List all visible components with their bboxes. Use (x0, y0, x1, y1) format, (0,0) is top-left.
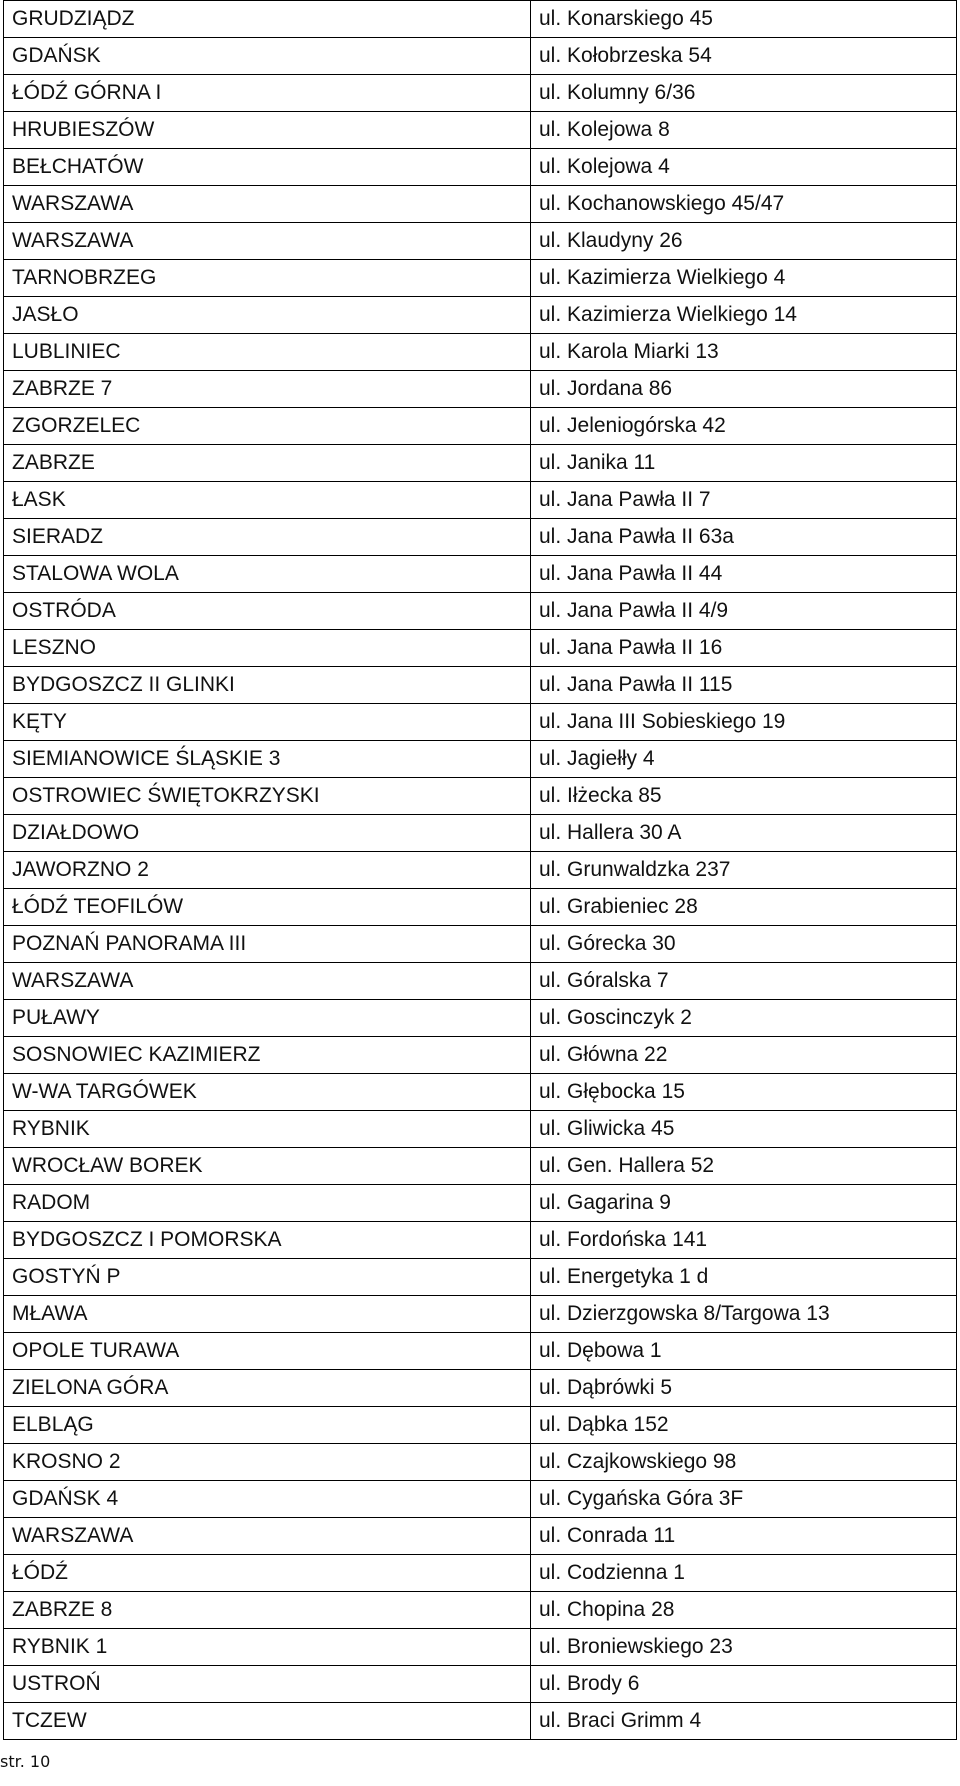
address-cell: ul. Górecka 30 (531, 926, 957, 963)
address-cell: ul. Conrada 11 (531, 1518, 957, 1555)
city-cell: POZNAŃ PANORAMA III (4, 926, 531, 963)
city-cell: WARSZAWA (4, 186, 531, 223)
city-cell: USTROŃ (4, 1666, 531, 1703)
city-cell: W-WA TARGÓWEK (4, 1074, 531, 1111)
city-cell: SOSNOWIEC KAZIMIERZ (4, 1037, 531, 1074)
address-cell: ul. Jana Pawła II 16 (531, 630, 957, 667)
address-cell: ul. Jana III Sobieskiego 19 (531, 704, 957, 741)
table-row (4, 1407, 957, 1444)
table-row (4, 38, 957, 75)
city-cell: GDAŃSK 4 (4, 1481, 531, 1518)
address-cell: ul. Dąbrówki 5 (531, 1370, 957, 1407)
address-cell: ul. Jana Pawła II 44 (531, 556, 957, 593)
address-cell: ul. Główna 22 (531, 1037, 957, 1074)
city-cell: STALOWA WOLA (4, 556, 531, 593)
address-cell: ul. Gen. Hallera 52 (531, 1148, 957, 1185)
address-cell: ul. Kolumny 6/36 (531, 75, 957, 112)
address-cell: ul. Hallera 30 A (531, 815, 957, 852)
table-row (4, 1518, 957, 1555)
table-row (4, 778, 957, 815)
address-cell: ul. Kazimierza Wielkiego 4 (531, 260, 957, 297)
address-cell: ul. Goscinczyk 2 (531, 1000, 957, 1037)
address-cell: ul. Brody 6 (531, 1666, 957, 1703)
table-row (4, 1037, 957, 1074)
address-cell: ul. Klaudyny 26 (531, 223, 957, 260)
table-row (4, 741, 957, 778)
table-row (4, 556, 957, 593)
city-cell: WROCŁAW BOREK (4, 1148, 531, 1185)
city-cell: JAWORZNO 2 (4, 852, 531, 889)
address-cell: ul. Jana Pawła II 63a (531, 519, 957, 556)
address-cell: ul. Gagarina 9 (531, 1185, 957, 1222)
address-cell: ul. Głębocka 15 (531, 1074, 957, 1111)
address-cell: ul. Broniewskiego 23 (531, 1629, 957, 1666)
city-cell: OSTRÓDA (4, 593, 531, 630)
table-row (4, 112, 957, 149)
address-cell: ul. Kołobrzeska 54 (531, 38, 957, 75)
city-cell: GDAŃSK (4, 38, 531, 75)
address-cell: ul. Grunwaldzka 237 (531, 852, 957, 889)
page-number: str. 10 (0, 1752, 51, 1771)
city-cell: SIEMIANOWICE ŚLĄSKIE 3 (4, 741, 531, 778)
address-cell: ul. Energetyka 1 d (531, 1259, 957, 1296)
city-cell: GOSTYŃ P (4, 1259, 531, 1296)
city-cell: OSTROWIEC ŚWIĘTOKRZYSKI (4, 778, 531, 815)
city-cell: ZABRZE 7 (4, 371, 531, 408)
city-cell: MŁAWA (4, 1296, 531, 1333)
city-cell: ŁÓDŹ GÓRNA I (4, 75, 531, 112)
city-cell: OPOLE TURAWA (4, 1333, 531, 1370)
table-row (4, 1555, 957, 1592)
city-cell: RYBNIK (4, 1111, 531, 1148)
address-cell: ul. Karola Miarki 13 (531, 334, 957, 371)
table-row (4, 630, 957, 667)
address-cell: ul. Chopina 28 (531, 1592, 957, 1629)
address-cell: ul. Janika 11 (531, 445, 957, 482)
table-row (4, 1370, 957, 1407)
city-cell: TARNOBRZEG (4, 260, 531, 297)
table-row (4, 852, 957, 889)
address-cell: ul. Jordana 86 (531, 371, 957, 408)
table-row (4, 1259, 957, 1296)
city-cell: ŁASK (4, 482, 531, 519)
city-cell: DZIAŁDOWO (4, 815, 531, 852)
address-cell: ul. Góralska 7 (531, 963, 957, 1000)
city-cell: ZGORZELEC (4, 408, 531, 445)
city-cell: PUŁAWY (4, 1000, 531, 1037)
table-row (4, 815, 957, 852)
city-cell: RADOM (4, 1185, 531, 1222)
table-row (4, 75, 957, 112)
city-cell: ZABRZE (4, 445, 531, 482)
city-cell: BEŁCHATÓW (4, 149, 531, 186)
table-row (4, 149, 957, 186)
address-cell: ul. Jeleniogórska 42 (531, 408, 957, 445)
city-cell: GRUDZIĄDZ (4, 1, 531, 38)
table-row (4, 1074, 957, 1111)
address-cell: ul. Dębowa 1 (531, 1333, 957, 1370)
address-cell: ul. Jana Pawła II 4/9 (531, 593, 957, 630)
address-cell: ul. Iłżecka 85 (531, 778, 957, 815)
table-row (4, 445, 957, 482)
table-row (4, 1111, 957, 1148)
table-row (4, 593, 957, 630)
address-cell: ul. Jana Pawła II 115 (531, 667, 957, 704)
address-cell: ul. Cygańska Góra 3F (531, 1481, 957, 1518)
city-cell: KROSNO 2 (4, 1444, 531, 1481)
city-cell: SIERADZ (4, 519, 531, 556)
table-row (4, 1333, 957, 1370)
city-cell: WARSZAWA (4, 963, 531, 1000)
city-cell: JASŁO (4, 297, 531, 334)
table-row (4, 1296, 957, 1333)
table-row (4, 1703, 957, 1740)
address-cell: ul. Kochanowskiego 45/47 (531, 186, 957, 223)
address-cell: ul. Braci Grimm 4 (531, 1703, 957, 1740)
city-cell: LESZNO (4, 630, 531, 667)
table-row (4, 1481, 957, 1518)
table-row (4, 963, 957, 1000)
address-cell: ul. Gliwicka 45 (531, 1111, 957, 1148)
address-cell: ul. Dzierzgowska 8/Targowa 13 (531, 1296, 957, 1333)
city-cell: BYDGOSZCZ II GLINKI (4, 667, 531, 704)
city-cell: ŁÓDŹ TEOFILÓW (4, 889, 531, 926)
address-cell: ul. Kolejowa 4 (531, 149, 957, 186)
table-row (4, 704, 957, 741)
table-row (4, 334, 957, 371)
table-row (4, 1592, 957, 1629)
table-row (4, 519, 957, 556)
address-cell: ul. Konarskiego 45 (531, 1, 957, 38)
city-cell: HRUBIESZÓW (4, 112, 531, 149)
table-row (4, 1444, 957, 1481)
table-row (4, 1, 957, 38)
address-cell: ul. Kazimierza Wielkiego 14 (531, 297, 957, 334)
city-cell: RYBNIK 1 (4, 1629, 531, 1666)
city-cell: ELBLĄG (4, 1407, 531, 1444)
address-cell: ul. Fordońska 141 (531, 1222, 957, 1259)
table-row (4, 260, 957, 297)
address-cell: ul. Codzienna 1 (531, 1555, 957, 1592)
table-row (4, 1222, 957, 1259)
table-row (4, 1000, 957, 1037)
city-cell: TCZEW (4, 1703, 531, 1740)
address-table-body (4, 1, 957, 1740)
table-row (4, 1629, 957, 1666)
table-row (4, 482, 957, 519)
address-table (3, 0, 957, 1740)
city-cell: WARSZAWA (4, 1518, 531, 1555)
address-cell: ul. Jana Pawła II 7 (531, 482, 957, 519)
address-cell: ul. Grabieniec 28 (531, 889, 957, 926)
city-cell: KĘTY (4, 704, 531, 741)
city-cell: ZABRZE 8 (4, 1592, 531, 1629)
city-cell: WARSZAWA (4, 223, 531, 260)
table-row (4, 889, 957, 926)
table-row (4, 1148, 957, 1185)
table-row (4, 926, 957, 963)
address-cell: ul. Dąbka 152 (531, 1407, 957, 1444)
address-cell: ul. Kolejowa 8 (531, 112, 957, 149)
table-row (4, 408, 957, 445)
address-cell: ul. Czajkowskiego 98 (531, 1444, 957, 1481)
table-row (4, 371, 957, 408)
city-cell: BYDGOSZCZ I POMORSKA (4, 1222, 531, 1259)
city-cell: LUBLINIEC (4, 334, 531, 371)
table-row (4, 186, 957, 223)
table-row (4, 1185, 957, 1222)
city-cell: ŁÓDŹ (4, 1555, 531, 1592)
table-row (4, 223, 957, 260)
city-cell: ZIELONA GÓRA (4, 1370, 531, 1407)
table-row (4, 667, 957, 704)
address-cell: ul. Jagiełły 4 (531, 741, 957, 778)
table-row (4, 297, 957, 334)
table-row (4, 1666, 957, 1703)
